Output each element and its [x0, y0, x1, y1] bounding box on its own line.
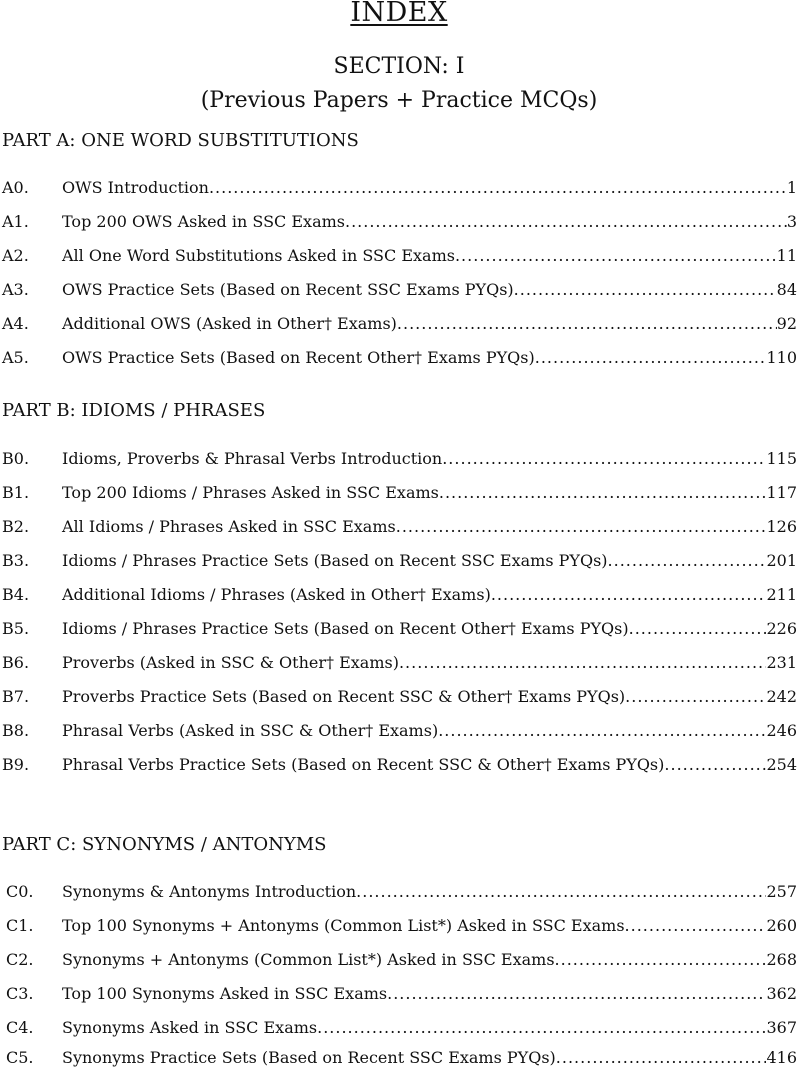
- entry-page-number: 268: [766, 950, 797, 969]
- entry-title: Top 100 Synonyms Asked in SSC Exams: [62, 984, 388, 1003]
- dot-leader: [664, 753, 766, 777]
- entry-title: Proverbs (Asked in SSC & Other† Exams): [62, 653, 399, 672]
- entry-title: OWS Practice Sets (Based on Recent Other† Exams PYQs): [62, 348, 535, 367]
- entry-title: Idioms / Phrases Practice Sets (Based on Recent SSC Exams PYQs): [62, 551, 608, 570]
- entry-page-number: 84: [776, 280, 797, 299]
- toc-entry[interactable]: [0, 651, 798, 675]
- toc-entry[interactable]: [0, 948, 798, 972]
- toc-entry[interactable]: [0, 617, 798, 641]
- dot-leader: [455, 244, 777, 268]
- toc-entry[interactable]: [0, 880, 798, 904]
- entry-title: Proverbs Practice Sets (Based on Recent SSC & Other† Exams PYQs): [62, 687, 626, 706]
- dot-leader: [625, 914, 767, 938]
- dot-leader: [555, 948, 767, 972]
- entry-code: A1.: [2, 212, 29, 231]
- entry-page-number: 362: [766, 984, 797, 1003]
- dot-leader: [608, 549, 767, 573]
- dot-leader: [439, 481, 767, 505]
- entry-page-number: 242: [766, 687, 797, 706]
- entry-code: C0.: [6, 882, 34, 901]
- part-b-heading: PART B: IDIOMS / PHRASES: [2, 400, 266, 421]
- dot-leader: [356, 880, 766, 904]
- entry-code: B1.: [2, 483, 30, 502]
- entry-code: B6.: [2, 653, 30, 672]
- entry-title: All One Word Substitutions Asked in SSC Exams: [62, 246, 455, 265]
- part-c-heading: PART C: SYNONYMS / ANTONYMS: [2, 834, 327, 855]
- entry-page-number: 367: [766, 1018, 797, 1037]
- entry-code: C2.: [6, 950, 34, 969]
- entry-code: B3.: [2, 551, 30, 570]
- section-subtitle: (Previous Papers + Practice MCQs): [200, 88, 598, 113]
- entry-code: A2.: [2, 246, 29, 265]
- dot-leader: [514, 278, 777, 302]
- toc-entry[interactable]: [0, 515, 798, 539]
- entry-page-number: 231: [766, 653, 797, 672]
- entry-title: Phrasal Verbs Practice Sets (Based on Recent SSC & Other† Exams PYQs): [62, 755, 665, 774]
- toc-entry[interactable]: [0, 549, 798, 573]
- dot-leader: [317, 1016, 766, 1040]
- entry-title: All Idioms / Phrases Asked in SSC Exams: [62, 517, 396, 536]
- entry-code: A4.: [2, 314, 29, 333]
- entry-page-number: 254: [766, 755, 797, 774]
- entry-code: B2.: [2, 517, 30, 536]
- entry-page-number: 126: [766, 517, 797, 536]
- toc-entry[interactable]: [0, 481, 798, 505]
- dot-leader: [345, 210, 787, 234]
- entry-code: A5.: [2, 348, 29, 367]
- index-title: INDEX: [350, 0, 448, 28]
- entry-page-number: 117: [766, 483, 797, 502]
- dot-leader: [442, 447, 766, 471]
- dot-leader: [399, 651, 766, 675]
- section-title: SECTION: I: [333, 54, 465, 79]
- dot-leader: [387, 982, 766, 1006]
- entry-title: Synonyms & Antonyms Introduction: [62, 882, 357, 901]
- toc-entry[interactable]: [0, 685, 798, 709]
- entry-page-number: 92: [776, 314, 797, 333]
- toc-entry[interactable]: [0, 210, 798, 234]
- toc-entry[interactable]: [0, 176, 798, 200]
- entry-title: Top 100 Synonyms + Antonyms (Common List*) Asked in SSC Exams: [62, 916, 625, 935]
- toc-entry[interactable]: [0, 1016, 798, 1040]
- entry-code: C5.: [6, 1048, 34, 1067]
- dot-leader: [625, 685, 766, 709]
- dot-leader: [535, 346, 767, 370]
- entry-title: Phrasal Verbs (Asked in SSC & Other† Exams): [62, 721, 439, 740]
- entry-page-number: 1: [786, 178, 797, 197]
- dot-leader: [397, 312, 777, 336]
- toc-entry[interactable]: [0, 244, 798, 268]
- entry-page-number: 246: [766, 721, 797, 740]
- entry-title: Idioms / Phrases Practice Sets (Based on Recent Other† Exams PYQs): [62, 619, 629, 638]
- dot-leader: [209, 176, 787, 200]
- toc-entry[interactable]: [0, 583, 798, 607]
- entry-title: Idioms, Proverbs & Phrasal Verbs Introduction: [62, 449, 443, 468]
- entry-title: Additional Idioms / Phrases (Asked in Other† Exams): [62, 585, 491, 604]
- entry-title: Top 200 Idioms / Phrases Asked in SSC Exams: [62, 483, 439, 502]
- toc-entry[interactable]: [0, 1046, 798, 1070]
- entry-title: Synonyms Asked in SSC Exams: [62, 1018, 318, 1037]
- entry-page-number: 416: [766, 1048, 797, 1067]
- entry-code: B5.: [2, 619, 30, 638]
- entry-code: A0.: [2, 178, 29, 197]
- entry-page-number: 110: [766, 348, 797, 367]
- entry-title: OWS Introduction: [62, 178, 209, 197]
- dot-leader: [491, 583, 767, 607]
- entry-page-number: 211: [766, 585, 797, 604]
- entry-page-number: 3: [786, 212, 797, 231]
- toc-entry[interactable]: [0, 278, 798, 302]
- dot-leader: [396, 515, 767, 539]
- toc-entry[interactable]: [0, 914, 798, 938]
- entry-page-number: 11: [776, 246, 797, 265]
- entry-page-number: 257: [766, 882, 797, 901]
- dot-leader: [438, 719, 766, 743]
- entry-code: B9.: [2, 755, 30, 774]
- toc-entry[interactable]: [0, 312, 798, 336]
- entry-code: B0.: [2, 449, 30, 468]
- dot-leader: [556, 1046, 767, 1070]
- entry-code: C4.: [6, 1018, 34, 1037]
- toc-entry[interactable]: [0, 753, 798, 777]
- part-a-heading: PART A: ONE WORD SUBSTITUTIONS: [2, 130, 359, 151]
- entry-code: B7.: [2, 687, 30, 706]
- entry-page-number: 201: [766, 551, 797, 570]
- entry-code: B4.: [2, 585, 30, 604]
- entry-title: Synonyms Practice Sets (Based on Recent SSC Exams PYQs): [62, 1048, 556, 1067]
- entry-code: C1.: [6, 916, 34, 935]
- entry-code: A3.: [2, 280, 29, 299]
- entry-title: Synonyms + Antonyms (Common List*) Asked in SSC Exams: [62, 950, 555, 969]
- entry-code: C3.: [6, 984, 34, 1003]
- entry-page-number: 115: [766, 449, 797, 468]
- toc-entry[interactable]: [0, 346, 798, 370]
- toc-entry[interactable]: [0, 719, 798, 743]
- entry-page-number: 260: [766, 916, 797, 935]
- entry-code: B8.: [2, 721, 30, 740]
- dot-leader: [629, 617, 767, 641]
- toc-entry[interactable]: [0, 982, 798, 1006]
- entry-title: Additional OWS (Asked in Other† Exams): [62, 314, 397, 333]
- toc-entry[interactable]: [0, 447, 798, 471]
- entry-title: OWS Practice Sets (Based on Recent SSC Exams PYQs): [62, 280, 514, 299]
- entry-page-number: 226: [766, 619, 797, 638]
- entry-title: Top 200 OWS Asked in SSC Exams: [62, 212, 345, 231]
